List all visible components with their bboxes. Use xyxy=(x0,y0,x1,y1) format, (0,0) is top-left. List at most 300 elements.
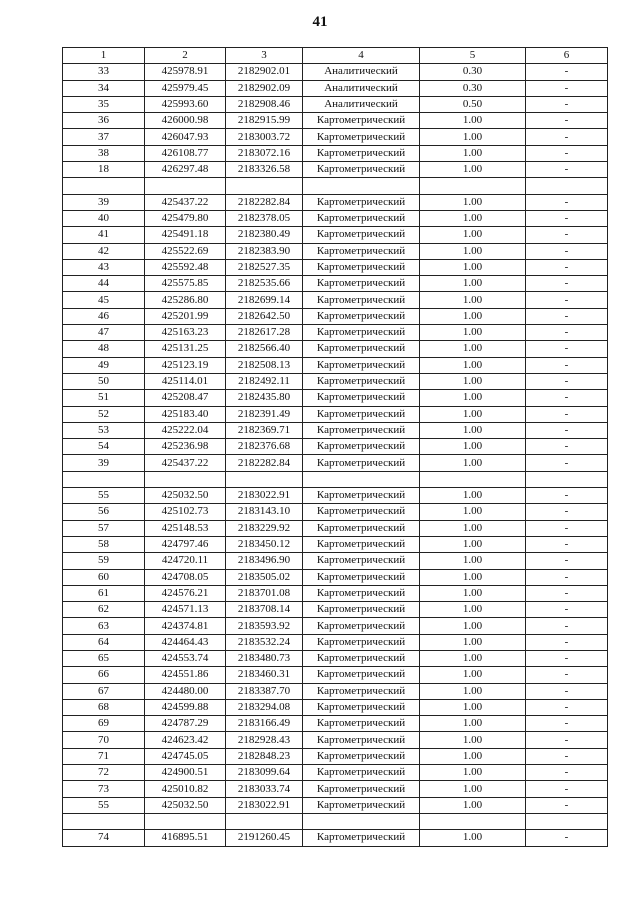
table-cell: 425437.22 xyxy=(145,194,226,210)
table-cell: Картометрический xyxy=(303,357,420,373)
table-cell: - xyxy=(526,308,608,324)
table-row xyxy=(63,585,608,601)
table-row xyxy=(63,243,608,259)
table-cell: - xyxy=(526,748,608,764)
table-cell: Картометрический xyxy=(303,113,420,129)
table-cell: 2182908.46 xyxy=(226,96,303,112)
table-row xyxy=(63,422,608,438)
table-cell: 2191260.45 xyxy=(226,830,303,846)
table-row xyxy=(63,145,608,161)
table-row xyxy=(63,308,608,324)
table-cell: 424576.21 xyxy=(145,585,226,601)
table-cell: 1.00 xyxy=(420,325,526,341)
table-cell: 1.00 xyxy=(420,585,526,601)
table-cell: Картометрический xyxy=(303,390,420,406)
table-cell: 2183701.08 xyxy=(226,585,303,601)
table-cell: 46 xyxy=(63,308,145,324)
table-cell: 426108.77 xyxy=(145,145,226,161)
table-cell: 2183166.49 xyxy=(226,716,303,732)
table-cell: Картометрический xyxy=(303,276,420,292)
table-row xyxy=(63,113,608,129)
table-cell: 1.00 xyxy=(420,439,526,455)
table-cell: 2183460.31 xyxy=(226,667,303,683)
table-cell: Картометрический xyxy=(303,748,420,764)
table-cell: 0.30 xyxy=(420,80,526,96)
table-cell: 42 xyxy=(63,243,145,259)
table-cell: - xyxy=(526,80,608,96)
table-row xyxy=(63,813,608,829)
table-cell: 425010.82 xyxy=(145,781,226,797)
table-cell: 1.00 xyxy=(420,732,526,748)
table-cell: 68 xyxy=(63,699,145,715)
table-cell: Картометрический xyxy=(303,308,420,324)
table-cell: 18 xyxy=(63,162,145,178)
table-row xyxy=(63,129,608,145)
table-cell: Картометрический xyxy=(303,634,420,650)
table-cell: 57 xyxy=(63,520,145,536)
table-cell: 0.50 xyxy=(420,96,526,112)
table-cell xyxy=(226,813,303,829)
table-cell: Картометрический xyxy=(303,227,420,243)
table-cell: Аналитический xyxy=(303,80,420,96)
table-cell: Картометрический xyxy=(303,520,420,536)
table-cell: 1.00 xyxy=(420,210,526,226)
table-cell: 425993.60 xyxy=(145,96,226,112)
table-cell: 39 xyxy=(63,194,145,210)
table-row xyxy=(63,325,608,341)
column-header: 1 xyxy=(63,48,145,64)
table-cell: 48 xyxy=(63,341,145,357)
column-header: 2 xyxy=(145,48,226,64)
table-row xyxy=(63,683,608,699)
table-cell: - xyxy=(526,129,608,145)
column-header: 4 xyxy=(303,48,420,64)
table-cell: 58 xyxy=(63,536,145,552)
table-cell: 2182383.90 xyxy=(226,243,303,259)
table-cell: - xyxy=(526,64,608,80)
table-cell: 424745.05 xyxy=(145,748,226,764)
table-cell: 45 xyxy=(63,292,145,308)
table-cell: 1.00 xyxy=(420,781,526,797)
table-cell: 2182928.43 xyxy=(226,732,303,748)
table-cell: 425222.04 xyxy=(145,422,226,438)
table-cell: - xyxy=(526,210,608,226)
table-row xyxy=(63,748,608,764)
table-cell: 1.00 xyxy=(420,553,526,569)
table-cell: - xyxy=(526,373,608,389)
table-cell: Картометрический xyxy=(303,325,420,341)
table-cell: - xyxy=(526,699,608,715)
table-row xyxy=(63,96,608,112)
table-cell: - xyxy=(526,259,608,275)
table-cell: 1.00 xyxy=(420,488,526,504)
table-row xyxy=(63,667,608,683)
table-cell xyxy=(526,471,608,487)
table-cell: 424599.88 xyxy=(145,699,226,715)
table-row xyxy=(63,292,608,308)
table-cell: Картометрический xyxy=(303,194,420,210)
table-cell: 2183708.14 xyxy=(226,602,303,618)
table-row xyxy=(63,797,608,813)
table-cell: 2182902.09 xyxy=(226,80,303,96)
table-row xyxy=(63,732,608,748)
table-cell: 424787.29 xyxy=(145,716,226,732)
table-cell: - xyxy=(526,439,608,455)
table-cell: 1.00 xyxy=(420,113,526,129)
table-cell: 1.00 xyxy=(420,830,526,846)
table-cell xyxy=(526,813,608,829)
table-cell: Картометрический xyxy=(303,699,420,715)
table-cell: 416895.51 xyxy=(145,830,226,846)
table-cell: 38 xyxy=(63,145,145,161)
table-row xyxy=(63,520,608,536)
table-cell: 2183450.12 xyxy=(226,536,303,552)
table-row xyxy=(63,210,608,226)
table-cell: 70 xyxy=(63,732,145,748)
table-cell: 1.00 xyxy=(420,602,526,618)
table-cell: 1.00 xyxy=(420,667,526,683)
table-row xyxy=(63,406,608,422)
table-cell: Картометрический xyxy=(303,145,420,161)
table-cell: 425201.99 xyxy=(145,308,226,324)
table-row xyxy=(63,259,608,275)
table-cell: - xyxy=(526,422,608,438)
column-header: 3 xyxy=(226,48,303,64)
table-cell: 63 xyxy=(63,618,145,634)
table-body xyxy=(63,64,608,846)
table-row xyxy=(63,634,608,650)
table-cell: 1.00 xyxy=(420,390,526,406)
table-cell: 425286.80 xyxy=(145,292,226,308)
table-cell: 2183326.58 xyxy=(226,162,303,178)
table-cell: 1.00 xyxy=(420,406,526,422)
table-cell: 55 xyxy=(63,488,145,504)
table-cell: 2183022.91 xyxy=(226,488,303,504)
table-cell: 1.00 xyxy=(420,650,526,666)
table-cell: Картометрический xyxy=(303,716,420,732)
table-cell: 426000.98 xyxy=(145,113,226,129)
table-row xyxy=(63,781,608,797)
table-cell: - xyxy=(526,830,608,846)
table-cell: 2183022.91 xyxy=(226,797,303,813)
table-cell: 2183505.02 xyxy=(226,569,303,585)
table-cell: 1.00 xyxy=(420,243,526,259)
table-cell: Картометрический xyxy=(303,259,420,275)
table-cell: 64 xyxy=(63,634,145,650)
table-cell: Картометрический xyxy=(303,683,420,699)
table-cell: 2182642.50 xyxy=(226,308,303,324)
table-cell: 424551.86 xyxy=(145,667,226,683)
table-cell: 2182902.01 xyxy=(226,64,303,80)
table-cell: 44 xyxy=(63,276,145,292)
table-cell: 1.00 xyxy=(420,634,526,650)
table-cell: 2182376.68 xyxy=(226,439,303,455)
table-cell: Картометрический xyxy=(303,830,420,846)
table-cell: 424900.51 xyxy=(145,765,226,781)
table-cell: Картометрический xyxy=(303,536,420,552)
table-row xyxy=(63,569,608,585)
table-cell: Картометрический xyxy=(303,488,420,504)
table-cell: 52 xyxy=(63,406,145,422)
table-cell: 2182282.84 xyxy=(226,455,303,471)
table-cell: - xyxy=(526,797,608,813)
table-cell: 425032.50 xyxy=(145,488,226,504)
table-cell: 74 xyxy=(63,830,145,846)
table-cell: Картометрический xyxy=(303,292,420,308)
table-cell: 40 xyxy=(63,210,145,226)
table-cell: 71 xyxy=(63,748,145,764)
table-cell: 2183143.10 xyxy=(226,504,303,520)
table-cell: 2183387.70 xyxy=(226,683,303,699)
table-cell: - xyxy=(526,716,608,732)
table-cell: 2182391.49 xyxy=(226,406,303,422)
table-row xyxy=(63,650,608,666)
table-cell: 425208.47 xyxy=(145,390,226,406)
page-number: 41 xyxy=(312,14,328,30)
table-cell: 49 xyxy=(63,357,145,373)
table-cell: 425102.73 xyxy=(145,504,226,520)
table-cell: - xyxy=(526,145,608,161)
table-cell: Картометрический xyxy=(303,732,420,748)
table-cell: - xyxy=(526,569,608,585)
table-cell: - xyxy=(526,325,608,341)
table-cell: - xyxy=(526,243,608,259)
table-cell: 2183294.08 xyxy=(226,699,303,715)
table-cell: 39 xyxy=(63,455,145,471)
table-cell: 2183033.74 xyxy=(226,781,303,797)
table-cell: 1.00 xyxy=(420,373,526,389)
table-cell xyxy=(145,813,226,829)
table-cell: 425479.80 xyxy=(145,210,226,226)
table-cell: 73 xyxy=(63,781,145,797)
table-row xyxy=(63,553,608,569)
table-cell xyxy=(145,471,226,487)
table-cell: - xyxy=(526,504,608,520)
table-cell: 1.00 xyxy=(420,145,526,161)
table-cell: 53 xyxy=(63,422,145,438)
table-cell: 1.00 xyxy=(420,455,526,471)
table-cell: 425491.18 xyxy=(145,227,226,243)
table-row xyxy=(63,276,608,292)
table-cell: 2182915.99 xyxy=(226,113,303,129)
table-cell: - xyxy=(526,227,608,243)
table-cell: 424623.42 xyxy=(145,732,226,748)
table-cell: 425236.98 xyxy=(145,439,226,455)
table-cell: Картометрический xyxy=(303,797,420,813)
table-row xyxy=(63,699,608,715)
table-cell: 424720.11 xyxy=(145,553,226,569)
table-header-row xyxy=(63,48,608,64)
table-cell: 66 xyxy=(63,667,145,683)
table-cell: 54 xyxy=(63,439,145,455)
table-cell: Картометрический xyxy=(303,243,420,259)
table-cell: 2183496.90 xyxy=(226,553,303,569)
table-cell: 62 xyxy=(63,602,145,618)
table-cell: 2183003.72 xyxy=(226,129,303,145)
table-cell: Картометрический xyxy=(303,569,420,585)
table-cell: 1.00 xyxy=(420,683,526,699)
table-cell: 2182566.40 xyxy=(226,341,303,357)
table-cell: 47 xyxy=(63,325,145,341)
table-cell: 425123.19 xyxy=(145,357,226,373)
table-cell: 426047.93 xyxy=(145,129,226,145)
table-cell: 425979.45 xyxy=(145,80,226,96)
table-cell: - xyxy=(526,357,608,373)
table-cell: 33 xyxy=(63,64,145,80)
table-cell: 2182508.13 xyxy=(226,357,303,373)
table-cell: 2183072.16 xyxy=(226,145,303,161)
table-cell: 2182492.11 xyxy=(226,373,303,389)
table-row xyxy=(63,373,608,389)
table-cell: 2182527.35 xyxy=(226,259,303,275)
table-row xyxy=(63,178,608,194)
table-cell: 2182380.49 xyxy=(226,227,303,243)
table-row xyxy=(63,439,608,455)
column-header: 6 xyxy=(526,48,608,64)
column-header: 5 xyxy=(420,48,526,64)
table-cell: 1.00 xyxy=(420,520,526,536)
table-cell: 424464.43 xyxy=(145,634,226,650)
table-cell: 2182378.05 xyxy=(226,210,303,226)
table-cell: Картометрический xyxy=(303,765,420,781)
table-cell xyxy=(63,471,145,487)
table-cell: - xyxy=(526,618,608,634)
table-row xyxy=(63,602,608,618)
table-cell: 0.30 xyxy=(420,64,526,80)
table-cell xyxy=(420,813,526,829)
table-cell: - xyxy=(526,390,608,406)
table-cell: - xyxy=(526,162,608,178)
table-cell: - xyxy=(526,683,608,699)
table-cell: 2182369.71 xyxy=(226,422,303,438)
table-cell: - xyxy=(526,113,608,129)
table-row xyxy=(63,618,608,634)
table-row xyxy=(63,471,608,487)
table-cell xyxy=(303,178,420,194)
table-row xyxy=(63,455,608,471)
table-row xyxy=(63,341,608,357)
table-cell: 1.00 xyxy=(420,618,526,634)
table-cell: Картометрический xyxy=(303,667,420,683)
table-row xyxy=(63,162,608,178)
table-row xyxy=(63,488,608,504)
table-cell: 1.00 xyxy=(420,569,526,585)
table-cell: 2182699.14 xyxy=(226,292,303,308)
table-cell: 1.00 xyxy=(420,129,526,145)
table-cell: Аналитический xyxy=(303,96,420,112)
table-cell: - xyxy=(526,585,608,601)
table-cell xyxy=(303,471,420,487)
table-cell xyxy=(420,178,526,194)
table-cell: Картометрический xyxy=(303,585,420,601)
table-row xyxy=(63,194,608,210)
table-cell: 425575.85 xyxy=(145,276,226,292)
table-row xyxy=(63,716,608,732)
table-cell: 425163.23 xyxy=(145,325,226,341)
table-cell xyxy=(526,178,608,194)
table-cell: 50 xyxy=(63,373,145,389)
table-cell: - xyxy=(526,650,608,666)
table-cell: 1.00 xyxy=(420,765,526,781)
table-cell: - xyxy=(526,634,608,650)
table-cell: 2182435.80 xyxy=(226,390,303,406)
table-cell: 2182848.23 xyxy=(226,748,303,764)
table-cell: 1.00 xyxy=(420,259,526,275)
table-cell: - xyxy=(526,667,608,683)
table-cell: 36 xyxy=(63,113,145,129)
table-cell xyxy=(145,178,226,194)
table-cell: 51 xyxy=(63,390,145,406)
table-cell: Картометрический xyxy=(303,373,420,389)
table-cell: 43 xyxy=(63,259,145,275)
table-cell: - xyxy=(526,406,608,422)
coordinates-table xyxy=(62,47,608,847)
table-cell: 1.00 xyxy=(420,292,526,308)
table-cell: 1.00 xyxy=(420,276,526,292)
table-cell: 2183229.92 xyxy=(226,520,303,536)
table-cell: Картометрический xyxy=(303,650,420,666)
table-row xyxy=(63,390,608,406)
table-row xyxy=(63,64,608,80)
table-row xyxy=(63,830,608,846)
table-cell: Картометрический xyxy=(303,553,420,569)
table-cell: - xyxy=(526,520,608,536)
table-row xyxy=(63,80,608,96)
table-cell: Картометрический xyxy=(303,618,420,634)
table-row xyxy=(63,227,608,243)
table-cell: 1.00 xyxy=(420,797,526,813)
table-cell: 1.00 xyxy=(420,422,526,438)
table-cell: - xyxy=(526,455,608,471)
table-cell: - xyxy=(526,553,608,569)
table-cell: 1.00 xyxy=(420,194,526,210)
table-cell xyxy=(63,813,145,829)
table-cell: 1.00 xyxy=(420,504,526,520)
table-cell: 67 xyxy=(63,683,145,699)
table-cell: 34 xyxy=(63,80,145,96)
table-cell: 424797.46 xyxy=(145,536,226,552)
table-cell: 2182282.84 xyxy=(226,194,303,210)
table-cell: Картометрический xyxy=(303,504,420,520)
table-cell: 2182617.28 xyxy=(226,325,303,341)
table-cell: 59 xyxy=(63,553,145,569)
table-cell: - xyxy=(526,602,608,618)
table-cell: 61 xyxy=(63,585,145,601)
table-cell: Картометрический xyxy=(303,602,420,618)
table-cell: 65 xyxy=(63,650,145,666)
table-cell: 424708.05 xyxy=(145,569,226,585)
table-cell xyxy=(63,178,145,194)
table-cell: 2182535.66 xyxy=(226,276,303,292)
table-cell: - xyxy=(526,732,608,748)
table-cell: 425032.50 xyxy=(145,797,226,813)
table-cell: 424480.00 xyxy=(145,683,226,699)
table-cell: - xyxy=(526,765,608,781)
table-cell: 60 xyxy=(63,569,145,585)
table-cell: - xyxy=(526,96,608,112)
table-cell: 1.00 xyxy=(420,357,526,373)
table-row xyxy=(63,357,608,373)
table-row xyxy=(63,765,608,781)
table-cell: - xyxy=(526,781,608,797)
table-cell: 425522.69 xyxy=(145,243,226,259)
table-cell: 2183480.73 xyxy=(226,650,303,666)
table-cell: Аналитический xyxy=(303,64,420,80)
table-cell: 425148.53 xyxy=(145,520,226,536)
table-cell: 425183.40 xyxy=(145,406,226,422)
table-cell xyxy=(420,471,526,487)
table-cell: Картометрический xyxy=(303,406,420,422)
